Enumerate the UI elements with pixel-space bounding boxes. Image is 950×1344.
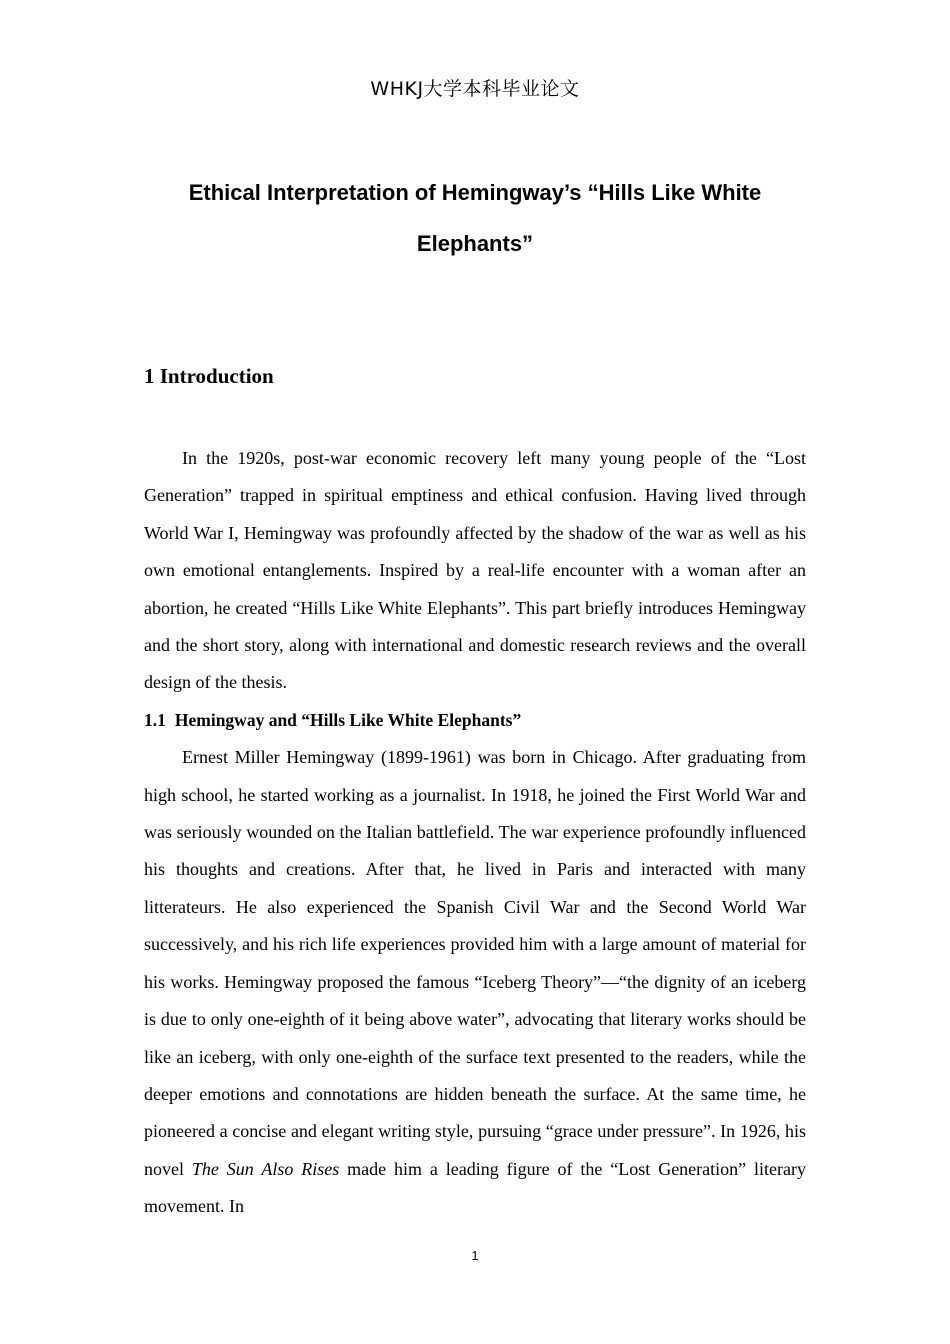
subsection-number: 1.1 xyxy=(144,709,166,730)
subsection-title: Hemingway and “Hills Like White Elephants” xyxy=(174,709,522,730)
paper-title xyxy=(144,167,806,269)
subsection-heading xyxy=(144,702,806,739)
running-header: WHKJ大学本科毕业论文 xyxy=(370,78,580,100)
biography-text-part-1: Ernest Miller Hemingway (1899-1961) was born in Chicago. After graduating from high school, he started working as a journalist. In 1918, he joined the First World War and was seriously wounded on the Italian battlefield. The war experience profoundly influenced his thoughts and creations. After that, he lived in Paris and interacted with many litterateurs. He also experienced the Spanish Civil War and the Second World War successively, and his rich life experiences provided him with a large amount of material for his works. Hemingway proposed the famous “Iceberg Theory”—“the dignity of an iceberg is due to only one-eighth of it being above water”, advocating that literary works should be like an iceberg, with only one-eighth of the surface text presented to the readers, while the deeper emotions and connotations are hidden beneath the surface. At the same time, he pioneered a concise and elegant writing style, pursuing “grace under pressure”. In 1926, his novel xyxy=(144,747,806,1179)
paper-title-line-2: Elephants” xyxy=(416,231,534,256)
novel-title: The Sun Also Rises xyxy=(191,1158,340,1179)
page-number: 1 xyxy=(471,1248,479,1263)
section-heading-introduction: 1 Introduction xyxy=(144,364,274,388)
body-text xyxy=(144,440,806,1226)
paper-title-line-1: Ethical Interpretation of Hemingway’s “Hills Like White xyxy=(188,180,762,205)
intro-paragraph: In the 1920s, post-war economic recovery left many young people of the “Lost Generation” trapped in spiritual emptiness and ethical confusion. Having lived through World War I, Hemingway was profoundly affected by the shadow of the war as well as his own emotional entanglements. Inspired by a real-life encounter with a woman after an abortion, he created “Hills Like White Elephants”. This part briefly introduces Hemingway and the short story, along with international and domestic research reviews and the overall design of the thesis. xyxy=(144,448,806,693)
biography-text-part-2: made him a leading figure of the “Lost Generation” literary movement. In xyxy=(144,1158,807,1217)
biography-paragraph xyxy=(144,739,806,1225)
